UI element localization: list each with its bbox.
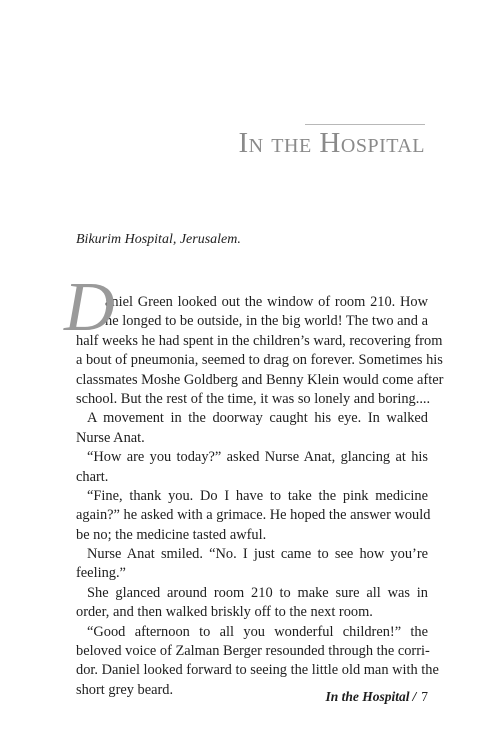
dateline: Bikurim Hospital, Jerusalem. (76, 232, 241, 247)
title-rule (305, 124, 425, 125)
text-line: a bout of pneumonia, seemed to drag on forever. Sometimes his (76, 352, 443, 369)
text-line: be no; the medicine tasted awful. (76, 526, 267, 543)
text-line: he longed to be outside, in the big world! The two and a (105, 313, 428, 330)
body-text (64, 269, 444, 700)
footer-separator: / (412, 689, 417, 704)
chapter-title: In the Hospital (238, 127, 425, 159)
text-line: “Fine, thank you. Do I have to take the pink medicine (87, 487, 428, 504)
text-line: chart. (76, 468, 109, 485)
text-line: school. But the rest of the time, it was so lonely and boring.... (76, 390, 431, 407)
text-line: Nurse Anat smiled. “No. I just came to see how you’re (87, 546, 428, 563)
text-line: Nurse Anat. (76, 429, 145, 446)
text-line: beloved voice of Zalman Berger resounded through the corri- (76, 643, 430, 660)
page-footer (325, 688, 428, 706)
text-line: “Good afternoon to all you wonderful children!” the (87, 623, 428, 640)
text-line: aniel Green looked out the window of room 210. How (105, 294, 428, 310)
text-line: order, and then walked briskly off to the next room. (76, 604, 373, 621)
text-line: feeling.” (76, 565, 126, 582)
text-line: “How are you today?” asked Nurse Anat, glancing at his (87, 449, 428, 466)
page-number: 7 (421, 689, 428, 704)
text-line: classmates Moshe Goldberg and Benny Klein would come after (76, 371, 444, 388)
drop-cap: D (64, 269, 115, 346)
text-line: A movement in the doorway caught his eye. In walked (87, 410, 428, 427)
text-line: half weeks he had spent in the children’s ward, recovering from (76, 332, 443, 349)
running-title: In the Hospital (325, 689, 410, 704)
text-line: short grey beard. (76, 681, 174, 698)
text-line: again?” he asked with a grimace. He hoped the answer would (76, 507, 431, 524)
text-line: She glanced around room 210 to make sure all was in (87, 584, 428, 601)
text-line: dor. Daniel looked forward to seeing the little old man with the (76, 662, 439, 679)
